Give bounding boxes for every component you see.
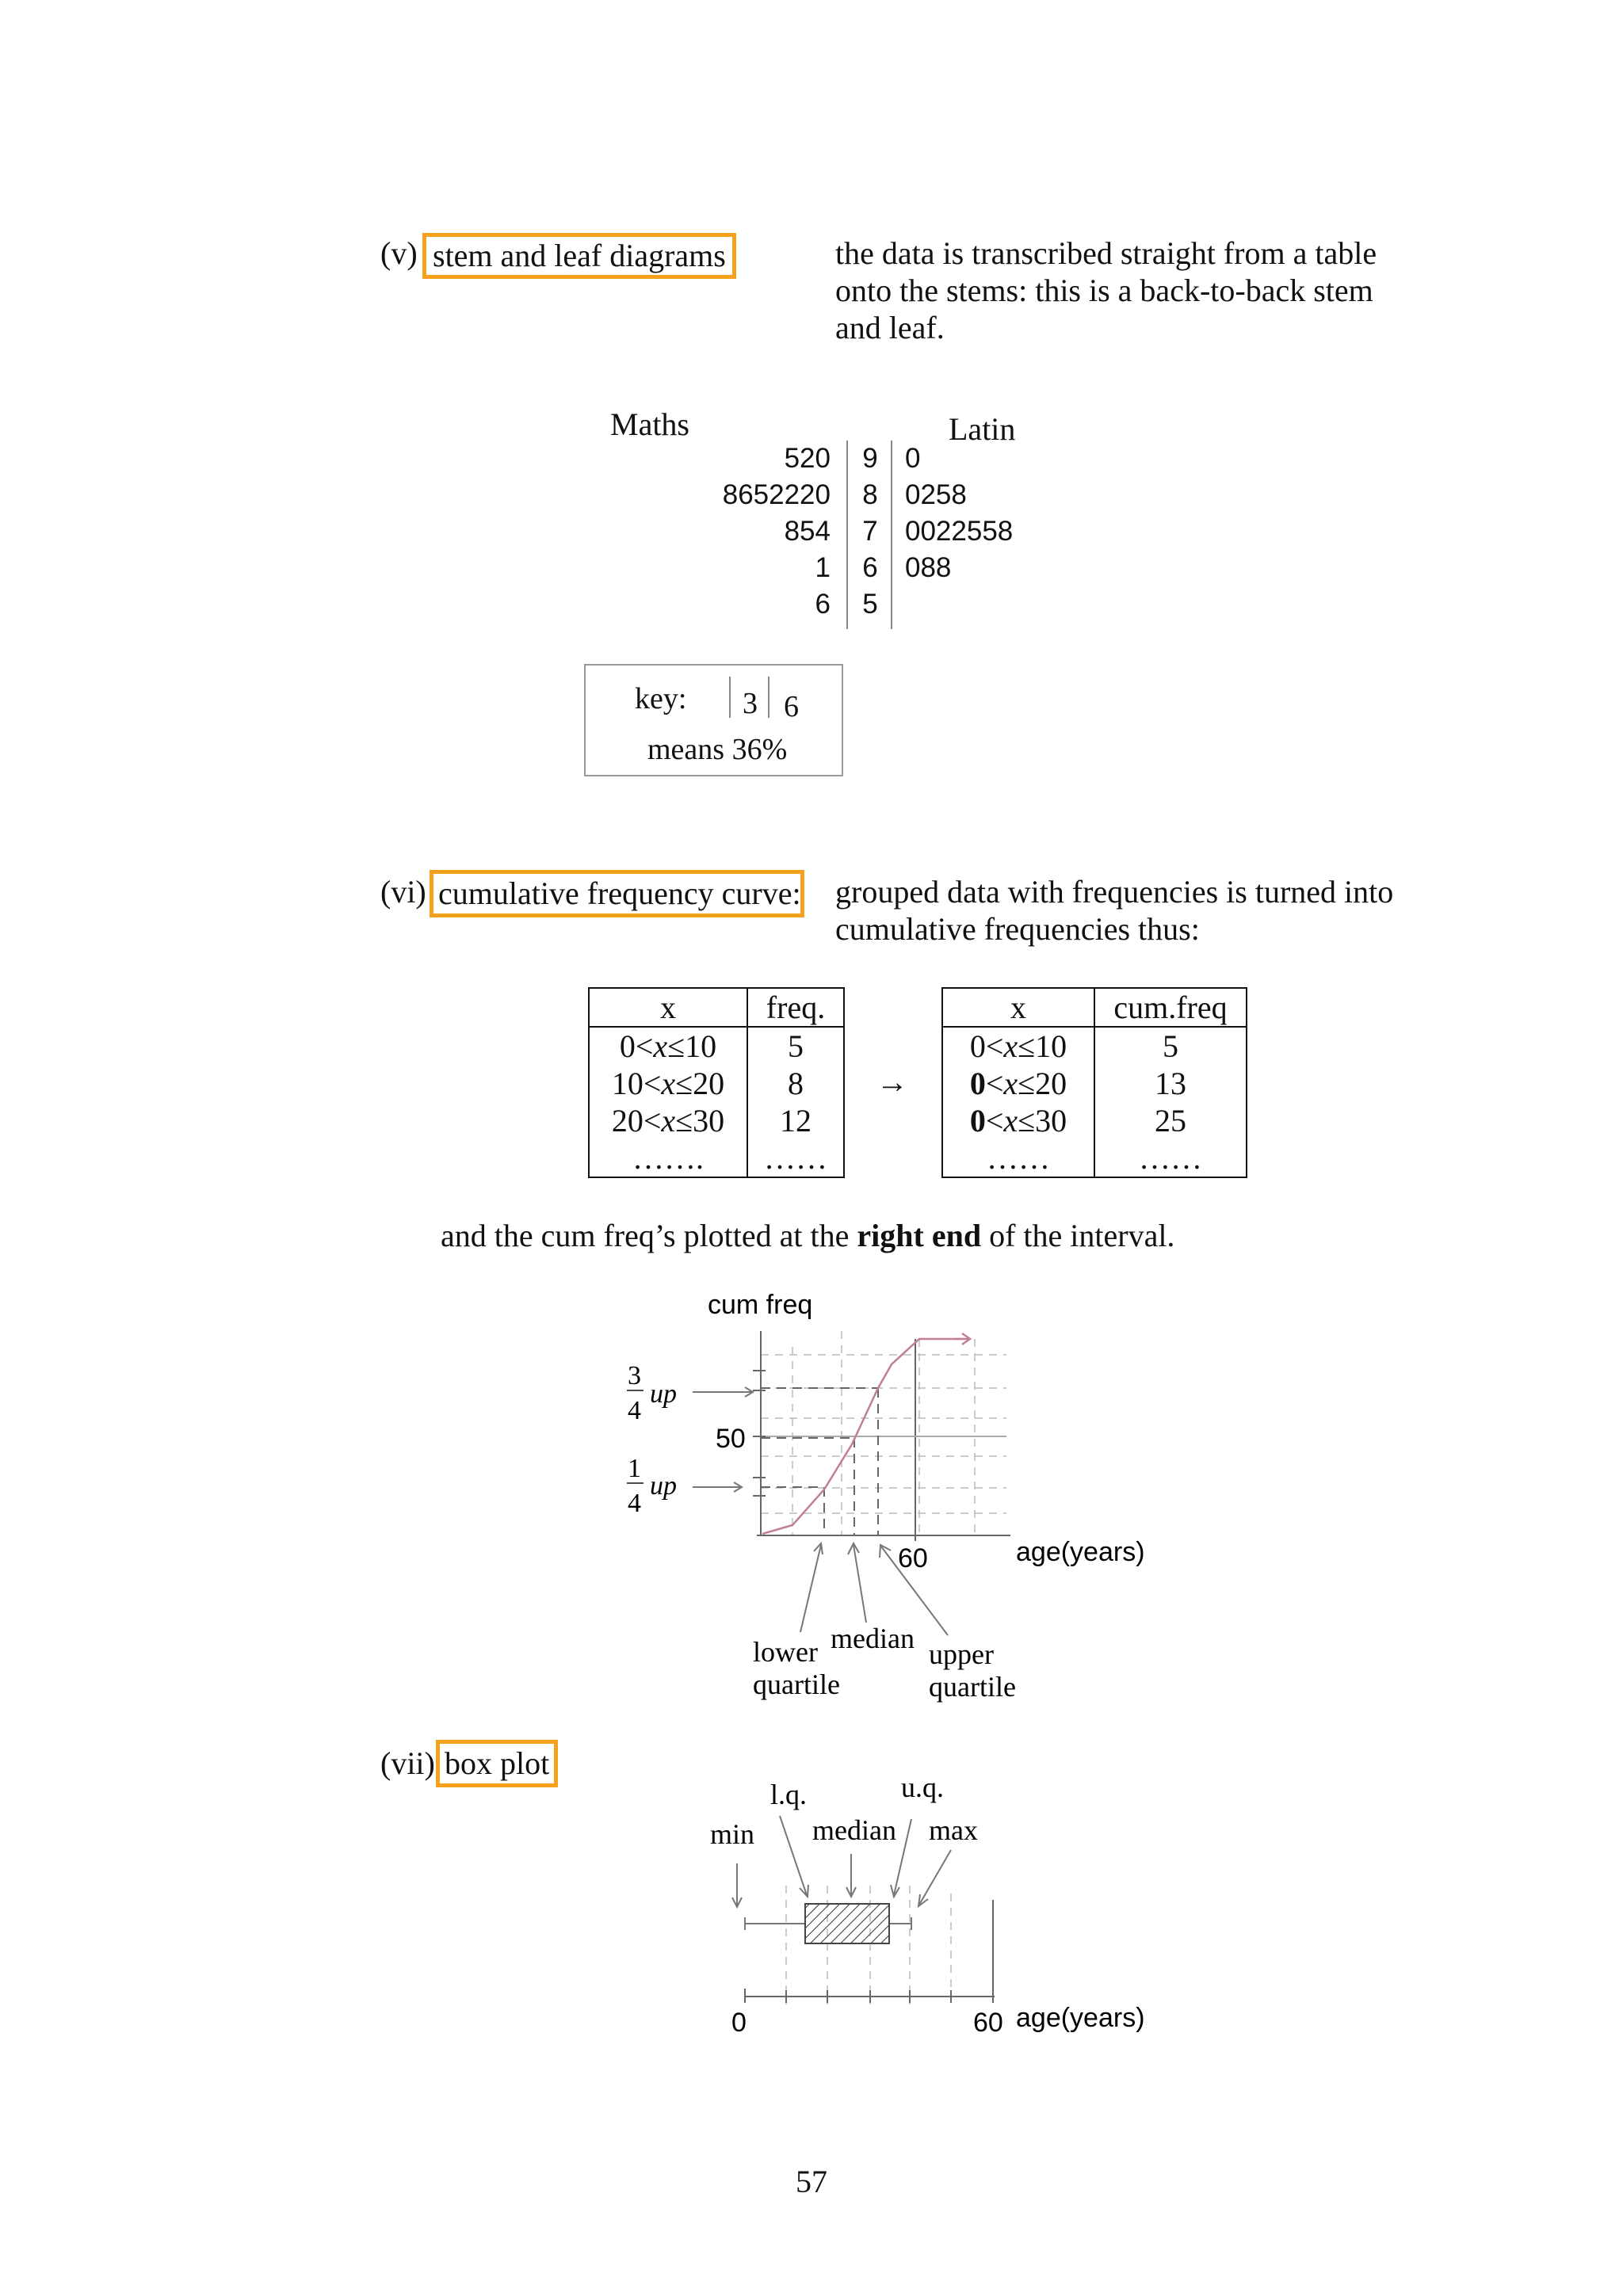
- lower-quartile-line2: quartile: [753, 1669, 840, 1700]
- ogive-axes: [753, 1331, 1010, 1541]
- three-quarter-up-label: [627, 1361, 677, 1425]
- stem-leaf-right-label: Latin: [949, 411, 1016, 447]
- stem-leaf-left-leaves: 520: [784, 443, 831, 474]
- ogive-tick-60: 60: [898, 1543, 928, 1573]
- note-pre: and the cum freq’s plotted at the: [441, 1218, 857, 1253]
- stem-leaf-stem: 6: [862, 552, 878, 583]
- section-vi-title-text: cumulative frequency curve: [438, 875, 792, 911]
- ellipsis-cell: ……: [1094, 1139, 1247, 1177]
- interval-operator: <x≤: [643, 1103, 693, 1138]
- ogive-ylabel: cum freq: [708, 1290, 813, 1320]
- stem-leaf-left-leaves: 8652220: [722, 479, 831, 510]
- interval-lower: 0: [969, 1103, 986, 1138]
- boxplot-uq-label: u.q.: [901, 1772, 944, 1803]
- boxplot-box: [805, 1904, 889, 1943]
- freq-table-header-freq: freq.: [747, 988, 844, 1027]
- interval-upper: 20: [1035, 1066, 1067, 1101]
- boxplot-lq-label: l.q.: [770, 1779, 808, 1810]
- table-arrow: →: [876, 1064, 908, 1100]
- cum-table-header-x: x: [942, 988, 1094, 1027]
- stem-leaf-stem: 7: [862, 516, 878, 547]
- ellipsis-cell: ……: [747, 1139, 844, 1177]
- ogive-tick-50: 50: [716, 1424, 746, 1454]
- stem-leaf-right-leaves: 0: [905, 443, 921, 474]
- interval-upper: 30: [1035, 1103, 1067, 1138]
- ogive-end-arrow: [955, 1333, 971, 1344]
- interval-lower: 0: [619, 1028, 636, 1064]
- frac-bot-num: 1: [628, 1454, 641, 1483]
- note-post: of the interval.: [981, 1218, 1175, 1253]
- key-stem: 3: [743, 687, 758, 720]
- arrow-one-quarter: [693, 1482, 742, 1492]
- key-label: key:: [635, 682, 687, 715]
- boxplot-tick-0: 0: [731, 2008, 747, 2038]
- up-label-top: up: [650, 1379, 677, 1409]
- one-quarter-up-label: [627, 1454, 677, 1518]
- stem-leaf-stem: 5: [862, 589, 878, 620]
- section-vii-title: box plot: [436, 1740, 558, 1787]
- frac-bot-den: 4: [628, 1489, 641, 1518]
- boxplot-median-label: median: [812, 1814, 896, 1846]
- interval-operator: <x≤: [985, 1066, 1036, 1101]
- frac-top-num: 3: [628, 1361, 641, 1390]
- section-v-number: (v): [380, 235, 418, 271]
- section-vi-description: grouped data with frequencies is turned into cumulative frequencies thus:: [835, 874, 1394, 947]
- interval-operator: <x≤: [635, 1028, 685, 1064]
- up-label-bottom: up: [650, 1471, 677, 1501]
- value-cell: 13: [1094, 1065, 1247, 1102]
- interval-upper: 10: [685, 1028, 717, 1064]
- interval-upper: 30: [693, 1103, 725, 1138]
- section-vii-number: (vii): [380, 1745, 435, 1781]
- stem-leaf-left-leaves: 854: [784, 516, 831, 547]
- lower-quartile-line1: lower: [753, 1636, 818, 1668]
- boxplot-max-label: max: [929, 1814, 978, 1846]
- interval-lower: 10: [611, 1066, 643, 1101]
- stem-leaf-left-leaves: 1: [815, 552, 831, 583]
- stem-leaf-stem: 9: [862, 443, 878, 474]
- boxplot-min-label: min: [710, 1818, 755, 1850]
- interval-operator: <x≤: [985, 1103, 1036, 1138]
- section-vi-number: (vi): [380, 874, 426, 910]
- ellipsis-cell: ……: [942, 1139, 1094, 1177]
- page-number: 57: [796, 2164, 827, 2199]
- boxplot-xlabel: age(years): [1016, 2003, 1145, 2033]
- boxplot-tick-60: 60: [973, 2008, 1003, 2038]
- median-label: median: [831, 1623, 915, 1654]
- value-cell: 12: [747, 1102, 844, 1139]
- note-bold: right end: [857, 1218, 982, 1253]
- arrow-three-quarter: [693, 1387, 753, 1397]
- stem-leaf-left-leaves: 6: [815, 589, 831, 620]
- frac-top-den: 4: [628, 1396, 641, 1425]
- upper-quartile-line1: upper: [929, 1638, 994, 1670]
- interval-lower: 0: [969, 1028, 986, 1064]
- stem-leaf-right-leaves: 0022558: [905, 516, 1014, 547]
- interval-lower: 0: [969, 1066, 986, 1101]
- ogive-grid: [761, 1331, 1006, 1535]
- ellipsis-cell: …….: [589, 1139, 747, 1177]
- key-leaf: 6: [784, 690, 799, 723]
- section-v-description: the data is transcribed straight from a table onto the stems: this is a back-to-back stem and leaf.: [835, 235, 1377, 345]
- stem-leaf-left-label: Maths: [610, 406, 689, 442]
- freq-table-header-x: x: [589, 988, 747, 1027]
- interval-lower: 20: [611, 1103, 643, 1138]
- section-v-title: stem and leaf diagrams: [422, 233, 736, 279]
- section-vi-colon: :: [792, 875, 801, 911]
- key-meaning: means 36%: [647, 733, 788, 766]
- value-cell: 5: [1094, 1027, 1247, 1065]
- stem-leaf-right-leaves: 088: [905, 552, 952, 583]
- interval-operator: <x≤: [643, 1066, 693, 1101]
- stem-leaf-right-leaves: 0258: [905, 479, 967, 510]
- upper-quartile-line2: quartile: [929, 1671, 1016, 1703]
- interval-upper: 20: [693, 1066, 725, 1101]
- value-cell: 5: [747, 1027, 844, 1065]
- cum-table-header-cumfreq: cum.freq: [1094, 988, 1247, 1027]
- value-cell: 8: [747, 1065, 844, 1102]
- interval-upper: 10: [1035, 1028, 1067, 1064]
- ogive-xlabel: age(years): [1016, 1537, 1145, 1567]
- interval-operator: <x≤: [985, 1028, 1036, 1064]
- value-cell: 25: [1094, 1102, 1247, 1139]
- stem-leaf-stem: 8: [862, 479, 878, 510]
